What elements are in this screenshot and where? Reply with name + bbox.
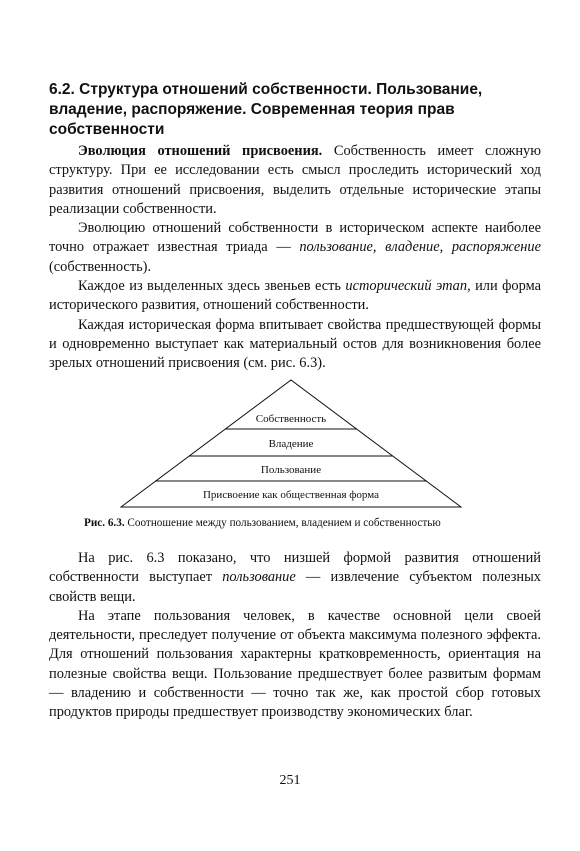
paragraph-5 — [49, 549, 541, 607]
paragraph-3-end: или форма исторического развития, отношений собственности. — [49, 278, 541, 314]
paragraph-3 — [49, 277, 541, 316]
paragraph-4: Каждая историческая форма впитывает свойства предшествующей формы и одновременно выступает как материальный остов для возникновения более зрелых отношений присвоения (см. рис. 6.3). — [49, 316, 541, 372]
paragraph-1-text: Собственность имеет сложную структуру. При ее исследовании есть смысл проследить исторический ход развития отношений присвоения, выделить отдельные исторические этапы реализации собственности. — [49, 143, 541, 217]
text-block-upper — [49, 142, 541, 374]
pyramid-diagram — [120, 378, 462, 508]
pyramid-level-appropriation: Присвоение как общественная форма — [202, 489, 380, 501]
figure-caption — [84, 516, 544, 530]
paragraph-1-lead: Эволюция отношений присвоения. — [78, 143, 323, 159]
paragraph-6: На этапе пользования человек, в качестве основной цели своей деятельности, преследует получение от объекта максимума полезного эффекта. Для отношений пользования характерны кратковременность, ориентация на полезные свойства вещи. Пользование предшествует более развитым формам — владению и собственности — точно так же, как простой сбор готовых продуктов природы предшествует производству экономических благ. — [49, 607, 541, 721]
paragraph-2-text: Эволюцию отношений собственности в историческом аспекте наиболее точно отражает известная триада — — [49, 220, 541, 256]
paragraph-2-end: (собственность). — [49, 258, 152, 275]
pyramid-figure — [120, 378, 462, 508]
paragraph-5-end: — извлечение субъектом полезных свойств вещи. — [49, 569, 541, 605]
paragraph-5-emphasis: пользование — [222, 569, 296, 586]
section-heading: 6.2. Структура отношений собственности. Пользование, владение, распоряжение. Современная теория прав собственности — [49, 81, 483, 138]
paragraph-2-emphasis: пользование, владение, распоряжение — [299, 239, 541, 256]
paragraph-3-text: Каждое из выделенных здесь звеньев есть — [78, 278, 346, 295]
paragraph-3-emphasis: исторический этап, — [345, 278, 471, 295]
figure-caption-label: Рис. 6.3. — [84, 517, 125, 529]
paragraph-5-text: На рис. 6.3 показано, что низшей формой развития отношений собственности выступает — [49, 550, 541, 586]
page-number: 251 — [279, 773, 301, 788]
paragraph-1 — [49, 142, 541, 219]
text-block-lower — [49, 549, 541, 723]
pyramid-level-use: Пользование — [260, 464, 322, 476]
figure-caption-text: Соотношение между пользованием, владением и собственностью — [124, 517, 441, 529]
pyramid-level-possession: Владение — [268, 438, 314, 450]
paragraph-2 — [49, 219, 541, 277]
pyramid-level-ownership: Собственность — [255, 413, 327, 425]
